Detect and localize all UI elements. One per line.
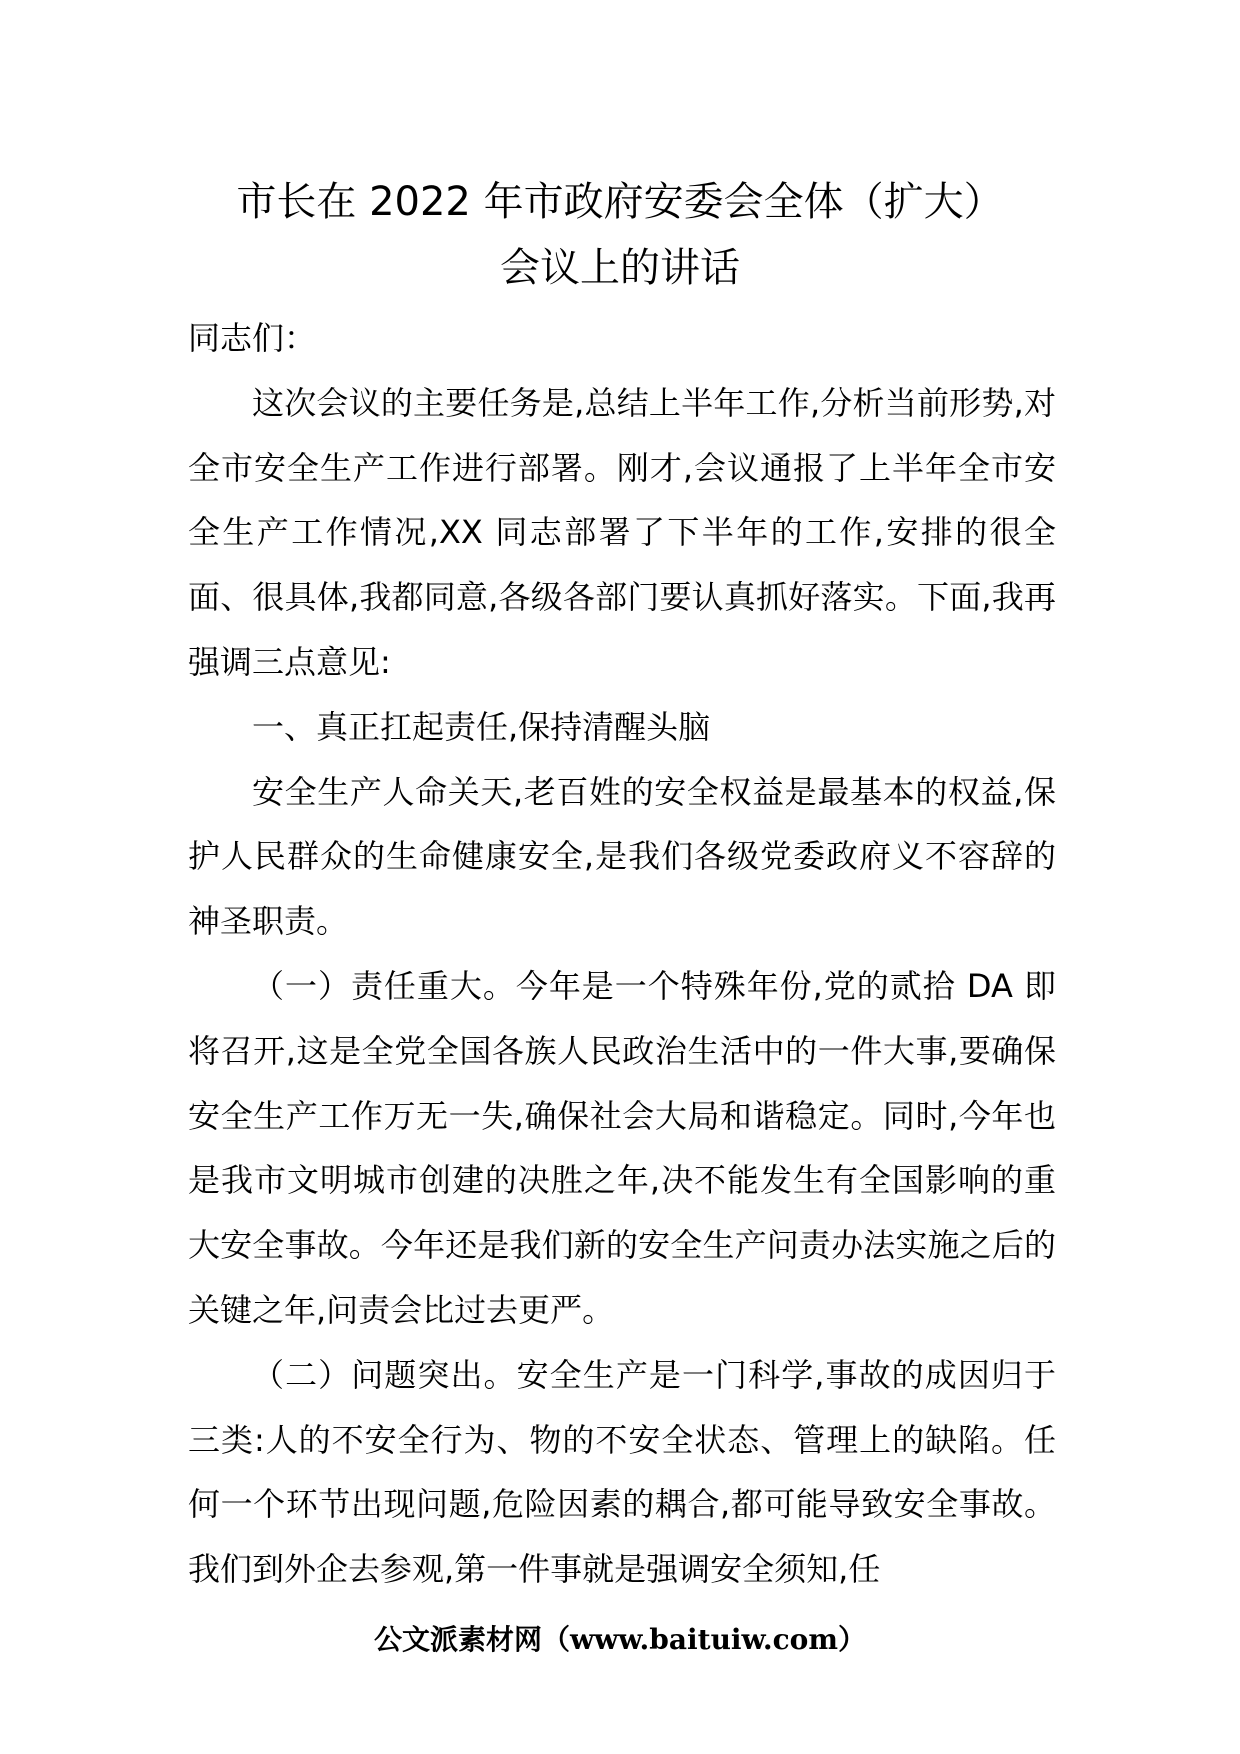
paragraph-responsibility: （一）责任重大。今年是一个特殊年份,党的贰拾 DA 即将召开,这是全党全国各族人民政治生活中的一件大事,要确保安全生产工作万无一失,确保社会大局和谐稳定。同时,今年也是我市文明城市创建的决胜之年,决不能发生有全国影响的重大安全事故。今年还是我们新的安全生产问责办法实施之后的关键之年,问责会比过去更严。	[188, 966, 1056, 1329]
section-heading-1: 一、真正扛起责任,保持清醒头脑	[252, 707, 711, 746]
paragraph-section-1: 安全生产人命关天,老百姓的安全权益是最基本的权益,保护人民群众的生命健康安全,是我们各级党委政府义不容辞的神圣职责。	[188, 772, 1056, 941]
document-body	[188, 306, 1056, 1602]
paragraph-problems: （二）问题突出。安全生产是一门科学,事故的成因归于三类:人的不安全行为、物的不安全状态、管理上的缺陷。任何一个环节出现问题,危险因素的耦合,都可能导致安全事故。我们到外企去参观,第一件事就是强调安全须知,任	[188, 1355, 1056, 1589]
document-title-line-2: 会议上的讲话	[500, 245, 740, 291]
document-title-line-1: 市长在 2022 年市政府安委会全体（扩大）	[236, 179, 1004, 225]
footer-watermark: 公文派素材网（www.baituiw.com）	[374, 1623, 866, 1656]
salutation: 同志们：	[188, 319, 317, 357]
paragraph-intro: 这次会议的主要任务是,总结上半年工作,分析当前形势,对全市安全生产工作进行部署。刚才,会议通报了上半年全市安全生产工作情况,XX 同志部署了下半年的工作,安排的很全面、很具体,我都同意,各级各部门要认真抓好落实。下面,我再强调三点意见:	[188, 383, 1056, 681]
